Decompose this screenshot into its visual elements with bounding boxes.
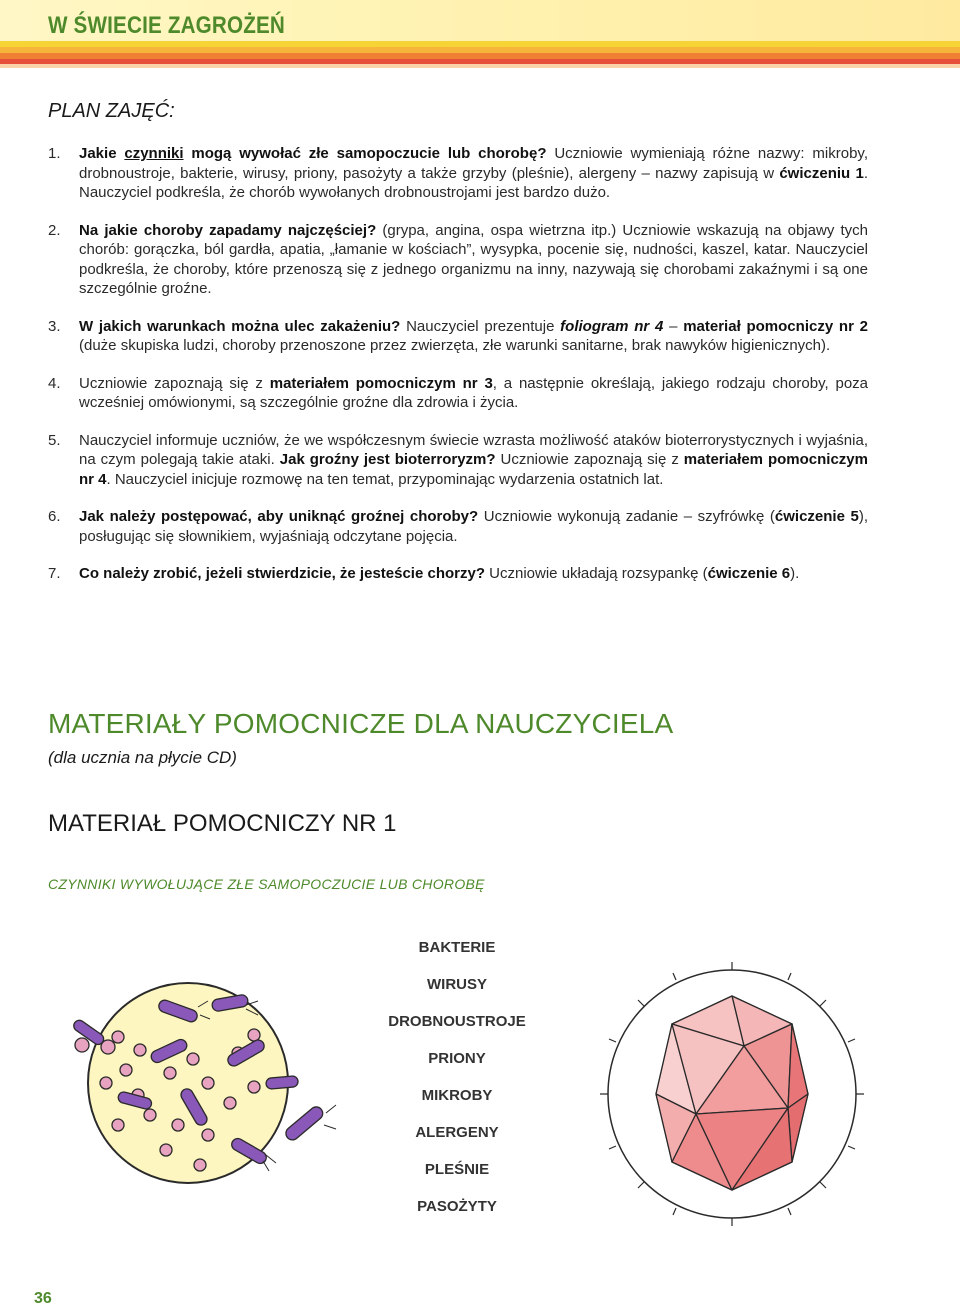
word-wirusy: WIRUSY — [427, 976, 487, 993]
plan-list — [48, 144, 868, 584]
plan-item-6: 6. Jak należy postępować, aby uniknąć groźnej choroby? Uczniowie wykonują zadanie – szyfrówkę (ćwiczenie 5), posługując się słownikiem, wyjaśniają odczytane pojęcia. — [48, 508, 868, 545]
page-number: 36 — [34, 1290, 52, 1307]
material-1-title: MATERIAŁ POMOCNICZY NR 1 — [48, 810, 397, 837]
materials-title: MATERIAŁY POMOCNICZE DLA NAUCZYCIELA — [48, 708, 674, 739]
section-header-title: W ŚWIECIE ZAGROŻEŃ — [48, 12, 286, 39]
plan-item-1: 1. Jakie czynniki mogą wywołać złe samopoczucie lub chorobę? Uczniowie wymieniają różne nazwy: mikroby, drobnoustroje, bakterie, wirusy, priony, pasożyty a także grzyby (pleśnie), alergeny – nazwy zapisują w ćwiczeniu 1. Nauczyciel podkreśla, że chorób wywołanych drobnoustrojami jest bardzo dużo. — [48, 145, 868, 201]
plan-title: PLAN ZAJĘĆ: — [48, 100, 175, 122]
word-priony: PRIONY — [428, 1050, 486, 1067]
plan-item-7: 7. Co należy zrobić, jeżeli stwierdzicie, że jesteście chorzy? Uczniowie układają rozsypankę (ćwiczenie 6). — [48, 565, 800, 582]
plan-item-4: 4. Uczniowie zapoznają się z materiałem pomocniczym nr 3, a następnie określają, jakiego rodzaju choroby, poza wcześniej omówionymi, są szczególnie groźne dla zdrowia i życia. — [48, 374, 869, 411]
virus-illustration — [596, 962, 866, 1230]
word-drobnoustroje: DROBNOUSTROJE — [388, 1013, 526, 1030]
word-mikroby: MIKROBY — [421, 1087, 493, 1104]
plan-item-5: 5. Nauczyciel informuje uczniów, że we współczesnym świecie wzrasta możliwość ataków bioterrorystycznych i wyjaśnia, na czym polegają takie ataki. Jak groźny jest bioterroryzm? Uczniowie zapoznają się z materiałem pomocniczym nr 4. Nauczyciel inicjuje rozmowę na ten temat, przypominając wydarzenia ostatnich lat. — [48, 431, 868, 488]
plan-item-2: 2. Na jakie choroby zapadamy najczęściej? (grypa, angina, ospa wietrzna itp.) Uczniowie wskazują na objawy tych chorób: gorączka, ból gardła, apatia, „łamanie w kościach”, wysypka, pocenie się, nudności, kaszel, katar. Nauczyciel podkreśla, że choroby, które przenoszą się z jednego organizmu na inny, nazywają się chorobami zakaźnymi i są one szczególnie groźne. — [48, 221, 868, 297]
bacteria-illustration — [58, 975, 348, 1190]
word-pasozyty: PASOŻYTY — [417, 1198, 497, 1215]
word-bakterie: BAKTERIE — [418, 939, 496, 956]
plan-item-3: 3. W jakich warunkach można ulec zakażeniu? Nauczyciel prezentuje foliogram nr 4 – materiał pomocniczy nr 2 (duże skupiska ludzi, choroby przenoszone przez zwierzęta, złe warunki sanitarne, brak nawyków higienicznych). — [48, 317, 869, 354]
word-plesnie: PLEŚNIE — [424, 1161, 490, 1178]
keyword-czynniki: czynniki — [124, 145, 184, 162]
word-alergeny: ALERGENY — [415, 1124, 499, 1141]
material-1-subtitle: CZYNNIKI WYWOŁUJĄCE ZŁE SAMOPOCZUCIE LUB CHOROBĘ — [48, 876, 485, 892]
materials-subtitle: (dla ucznia na płycie CD) — [48, 748, 237, 767]
